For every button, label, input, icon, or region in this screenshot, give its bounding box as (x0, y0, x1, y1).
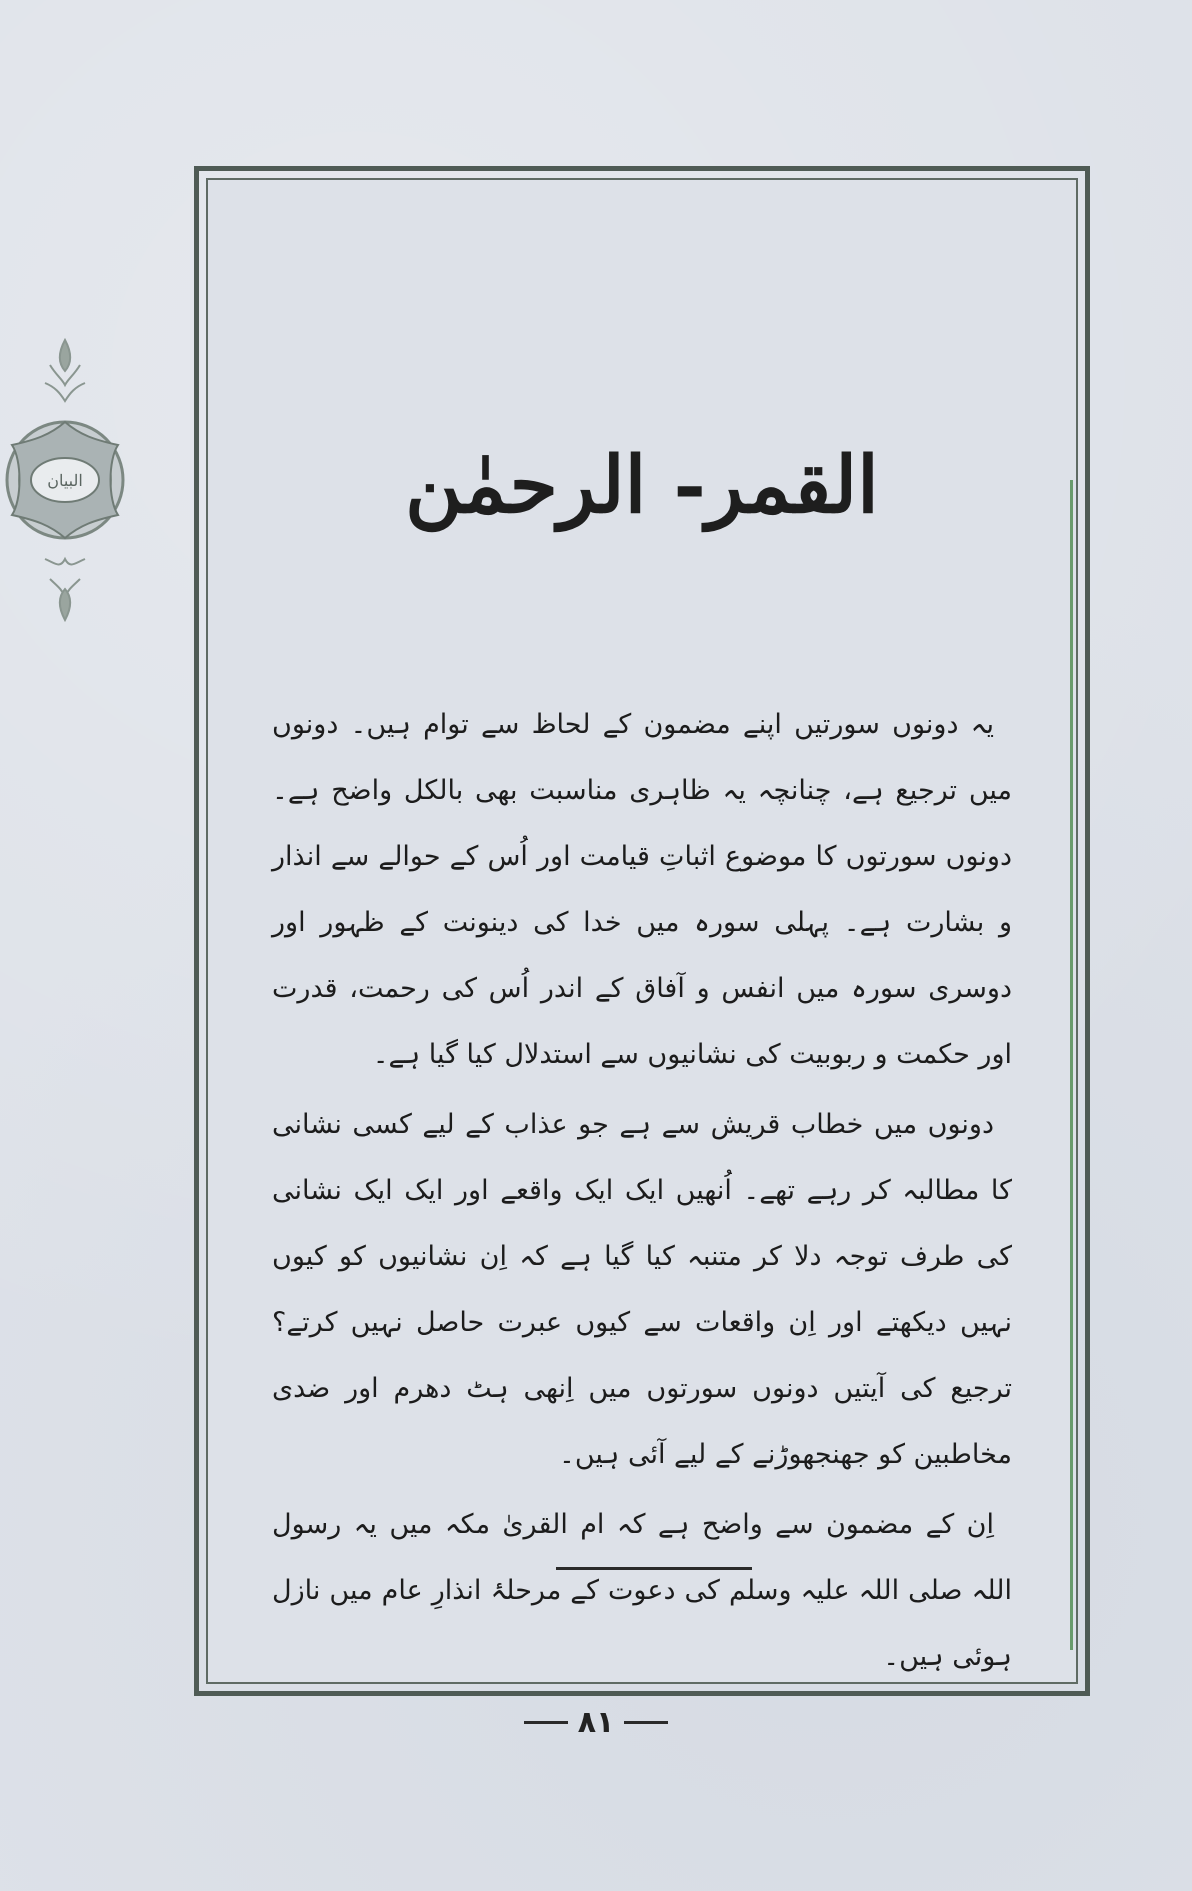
page-number-dash-left (524, 1721, 568, 1724)
page-footer (0, 1705, 1192, 1740)
medallion-label: البیان (47, 471, 83, 490)
page-number-dash-right (624, 1721, 668, 1724)
paragraph-1: یہ دونوں سورتیں اپنے مضمون کے لحاظ سے توام ہیں۔ دونوں میں ترجیع ہے، چنانچہ یہ ظاہری مناسبت بھی بالکل واضح ہے۔ دونوں سورتوں کا موضوع اثباتِ قیامت اور اُس کے حوالے سے انذار و بشارت ہے۔ پہلی سورہ میں خدا کی دینونت کے ظہور اور دوسری سورہ میں انفس و آفاق کے اندر اُس کی رحمت، قدرت اور حکمت و ربوبیت کی نشانیوں سے استدلال کیا گیا ہے۔ (272, 709, 1012, 1070)
side-medallion-ornament (0, 335, 130, 625)
page-number: ۸۱ (577, 1705, 615, 1740)
introduction-text (272, 692, 1012, 1690)
section-divider (556, 1567, 752, 1570)
chapter-title: القمر- الرحمٰن (405, 440, 879, 531)
frame-edge-accent (1070, 480, 1073, 1650)
paragraph-2: دونوں میں خطاب قریش سے ہے جو عذاب کے لیے کسی نشانی کا مطالبہ کر رہے تھے۔ اُنھیں ایک ایک واقعے اور ایک ایک نشانی کی طرف توجہ دلا کر متنبہ کیا گیا ہے کہ اِن نشانیوں کو کیوں نہیں دیکھتے اور اِن واقعات سے کیوں عبرت حاصل نہیں کرتے؟ ترجیع کی آیتیں دونوں سورتوں میں اِنھی ہٹ دھرم اور ضدی مخاطبین کو جھنجھوڑنے کے لیے آئی ہیں۔ (272, 1109, 1012, 1470)
paragraph-3: اِن کے مضمون سے واضح ہے کہ ام القریٰ مکہ میں یہ رسول اللہ صلی اللہ علیہ وسلم کی دعوت کے مرحلۂ انذارِ عام میں نازل ہوئی ہیں۔ (272, 1509, 1012, 1672)
